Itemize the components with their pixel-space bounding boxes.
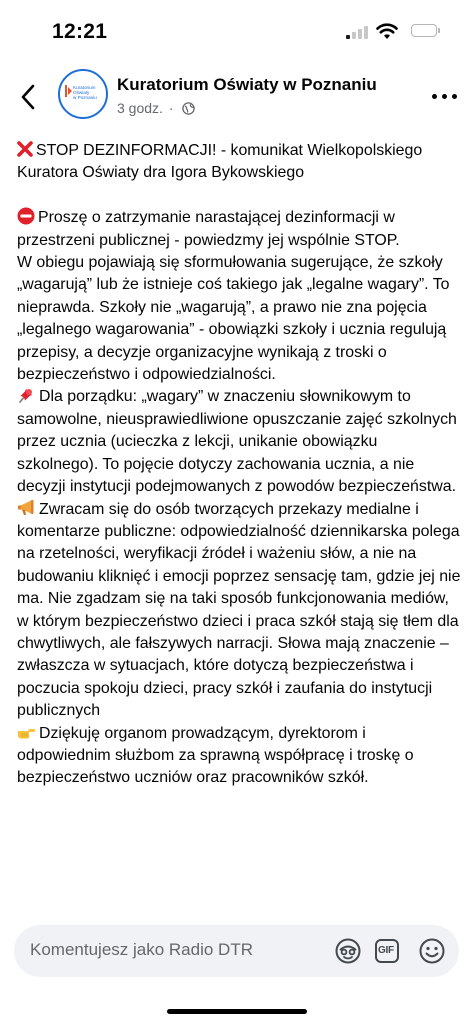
gif-icon[interactable] [374, 937, 402, 965]
post-paragraph-3: Zwracam się do osób tworzących przekazy medialne i komentarze publiczne: odpowiedzialność dziennikarska polega na rzetelności, weryfikacji źródeł i ważeniu słów, a nie na budowaniu kliknięć i emocji poprzez sensację tam, gdzie jej nie ma. Nie zgadzam się na taki sposób funkcjonowania mediów, w którym bezpieczeństwo dzieci i praca szkół stają się tłem dla chwytliwych, ale fałszywych narracji. Słowa mają znaczenie – zwłaszcza w sytuacjach, które dotyczą bezpieczeństwa i poczucia spokoju dzieci, pracy szkół i zaufania do instytucji publicznych [17, 500, 461, 720]
pushpin-icon [17, 386, 35, 404]
battery-icon [411, 24, 437, 37]
post-header [0, 62, 473, 132]
post-paragraph-4: Dziękuję organom prowadzącym, dyrektorom i odpowiednim służbom za sprawną współpracę i troskę o bezpieczeństwo uczniów oraz pracowników szkół. [17, 724, 414, 787]
globe-icon [182, 102, 195, 115]
kuratorium-logo [60, 71, 106, 117]
megaphone-icon [17, 499, 35, 517]
post-title: STOP DEZINFORMACJI! - komunikat Wielkopolskiego Kuratora Oświaty dra Igora Bykowskiego [17, 142, 423, 182]
post-paragraph-1: Proszę o zatrzymanie narastającej dezinformacji w przestrzeni publicznej - powiedzmy jej wspólnie STOP. W obiegu pojawiają się sformułowania sugerujące, że szkoły „wagarują” lub że istnieje coś takiego jak „legalne wagary”. To nieprawda. Szkoły nie „wagarują”, a prawo nie zna pojęcia „legalnego wagarowania” - obowiązki szkoły i ucznia regulują przepisy, a decyzje organizacyjne wynikają z troski o bezpieczeństwo i odpowiedzialności. [17, 209, 450, 384]
svg-text:Oświaty: Oświaty [73, 90, 90, 95]
status-time: 12:21 [52, 20, 108, 43]
svg-text:w Poznaniu: w Poznaniu [73, 95, 97, 100]
more-options-icon[interactable] [430, 88, 460, 104]
comment-bar[interactable] [14, 925, 459, 977]
post-meta [117, 100, 195, 116]
home-indicator [167, 1009, 307, 1014]
emoji-smile-icon[interactable] [418, 937, 446, 965]
cellular-signal-icon [346, 26, 368, 39]
status-bar [0, 0, 473, 62]
post-time[interactable]: 3 godz. [117, 100, 163, 116]
meta-separator: · [168, 100, 174, 116]
post-text [17, 140, 461, 918]
pointing-hand-icon [17, 723, 35, 741]
avatar[interactable] [58, 69, 108, 119]
back-chevron-icon[interactable] [18, 84, 40, 110]
page-name[interactable]: Kuratorium Oświaty w Poznaniu [117, 75, 377, 94]
post-paragraph-2: Dla porządku: „wagary” w znaczeniu słownikowym to samowolne, nieusprawiedliwione opuszczanie zajęć szkolnych przez ucznia (ucieczka z lekcji, unikanie obowiązku szkolnego). To pojęcie dotyczy zachowania ucznia, a nie decyzji instytucji podejmowanych z powodów bezpieczeństwa. [17, 388, 457, 496]
svg-text:Kuratorium: Kuratorium [73, 85, 96, 90]
comment-input[interactable]: Komentujesz jako Radio DTR [30, 940, 253, 959]
red-x-icon [17, 141, 33, 157]
avatar-sticker-icon[interactable] [334, 937, 362, 965]
stop-sign-icon [17, 207, 35, 225]
gif-label: GIF [378, 945, 394, 956]
wifi-icon [376, 23, 398, 40]
